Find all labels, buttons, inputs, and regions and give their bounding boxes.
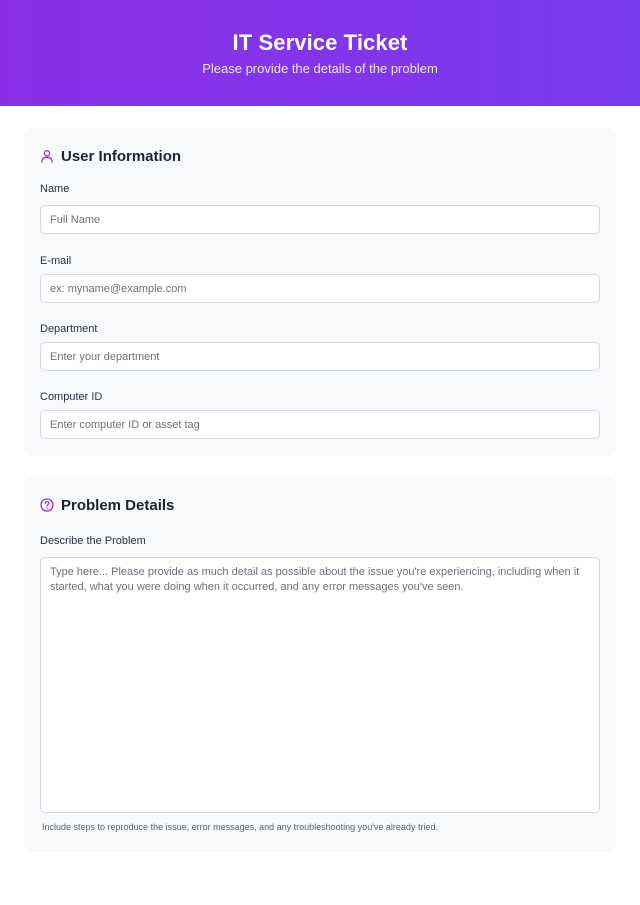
name-label: Name (40, 183, 70, 195)
question-circle-icon (40, 498, 54, 512)
department-label: Department (40, 323, 98, 335)
user-icon (40, 149, 54, 163)
problem-details-card (24, 478, 616, 852)
describe-problem-label: Describe the Problem (40, 535, 146, 547)
page-header (0, 0, 640, 106)
email-input[interactable] (40, 274, 600, 303)
problem-details-heading (40, 495, 600, 515)
department-input[interactable] (40, 342, 600, 371)
user-information-card (24, 128, 616, 456)
page-subtitle: Please provide the details of the problem (202, 61, 438, 76)
page-title: IT Service Ticket (232, 30, 408, 55)
user-information-title: User Information (61, 147, 182, 165)
computer-id-input[interactable] (40, 410, 600, 439)
problem-description-textarea[interactable] (40, 557, 600, 813)
problem-help-text: Include steps to reproduce the issue, error messages, and any troubleshooting you've already tried. (42, 822, 438, 832)
computer-id-label: Computer ID (40, 391, 103, 403)
name-input[interactable] (40, 205, 600, 234)
problem-details-title: Problem Details (61, 496, 175, 514)
email-label: E-mail (40, 255, 72, 267)
user-information-heading (40, 146, 600, 166)
